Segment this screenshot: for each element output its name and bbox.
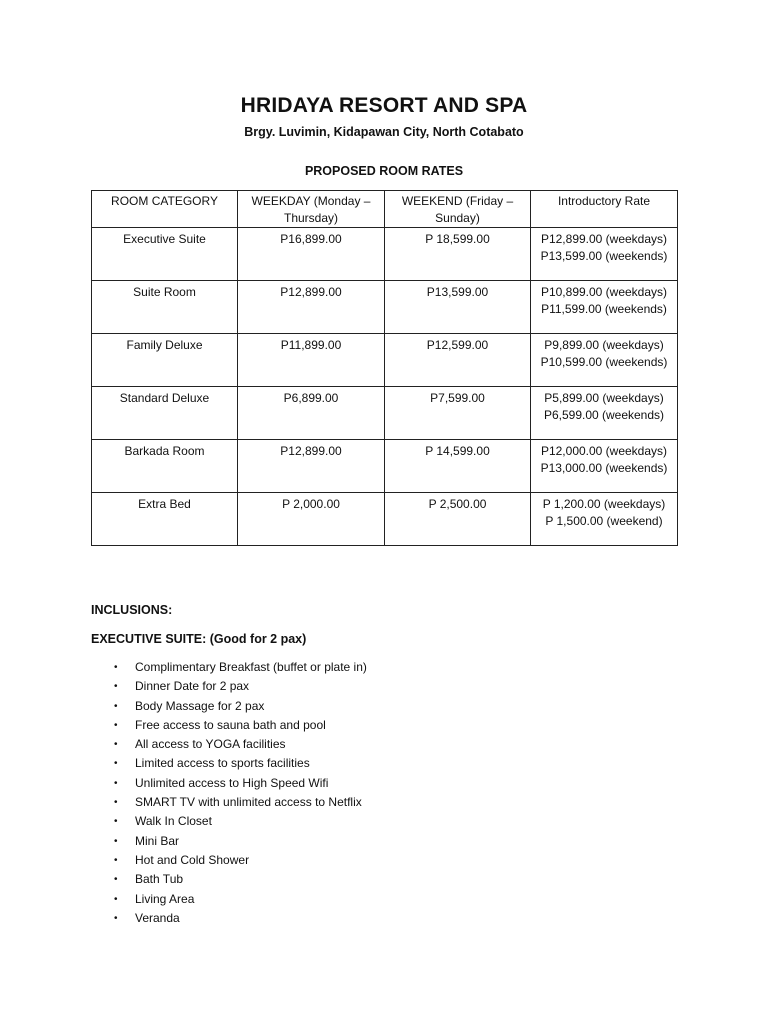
weekday-rate-cell: P 2,000.00	[238, 493, 385, 546]
bullet-icon: •	[114, 816, 118, 828]
table-row	[92, 387, 678, 440]
bullet-icon: •	[114, 739, 118, 751]
table-caption: PROPOSED ROOM RATES	[304, 164, 464, 178]
intro-rate-weekends: P 1,500.00 (weekend)	[545, 514, 663, 528]
inclusion-text: Limited access to sports facilities	[135, 756, 310, 771]
intro-rate-weekdays: P12,899.00 (weekdays)	[540, 232, 668, 246]
inclusion-text: All access to YOGA facilities	[135, 737, 286, 752]
inclusion-text: Complimentary Breakfast (buffet or plate in)	[135, 660, 367, 674]
list-item	[91, 774, 367, 793]
inclusions-heading: INCLUSIONS:	[91, 603, 173, 617]
column-header-introductory-rate: Introductory Rate	[531, 191, 678, 228]
bullet-icon: •	[114, 893, 118, 905]
list-item	[91, 832, 367, 851]
weekday-rate-cell: P12,899.00	[238, 281, 385, 334]
table-row	[92, 334, 678, 387]
weekend-rate-cell: P 18,599.00	[385, 228, 531, 281]
list-item	[91, 851, 367, 870]
inclusion-text: Veranda	[135, 910, 180, 925]
room-rates-table	[91, 190, 678, 546]
weekend-rate-cell: P 14,599.00	[385, 440, 531, 493]
list-item	[91, 658, 367, 677]
room-category-cell: Standard Deluxe	[92, 387, 238, 440]
list-item	[91, 890, 367, 909]
bullet-icon: •	[114, 912, 118, 924]
intro-rate-weekdays: P9,899.00 (weekdays)	[544, 338, 664, 352]
weekend-rate-cell: P13,599.00	[385, 281, 531, 334]
inclusion-text: Bath Tub	[135, 872, 184, 887]
weekend-rate-cell: P7,599.00	[385, 387, 531, 440]
bullet-icon: •	[114, 681, 118, 693]
inclusion-text: SMART TV with unlimited access to Netflix	[135, 795, 362, 810]
weekday-rate-cell: P6,899.00	[238, 387, 385, 440]
intro-rate-weekends: P10,599.00 (weekends)	[540, 355, 668, 369]
inclusion-text: Hot and Cold Shower	[135, 852, 250, 867]
table-row	[92, 228, 678, 281]
weekday-rate-cell: P16,899.00	[238, 228, 385, 281]
bullet-icon: •	[114, 874, 118, 886]
intro-rate-weekdays: P10,899.00 (weekdays)	[540, 285, 668, 299]
intro-rate-weekdays: P12,000.00 (weekdays)	[540, 444, 668, 458]
inclusion-text: Mini Bar	[135, 833, 180, 848]
bullet-icon: •	[114, 662, 118, 673]
list-item	[91, 812, 367, 831]
intro-rate-weekends: P11,599.00 (weekends)	[541, 302, 667, 316]
list-item	[91, 677, 367, 696]
inclusion-text: Free access to sauna bath and pool	[135, 717, 326, 732]
table-header-row	[92, 191, 678, 228]
bullet-icon: •	[114, 777, 118, 789]
inclusion-text: Body Massage for 2 pax	[135, 698, 265, 713]
bullet-icon: •	[114, 797, 118, 809]
room-category-cell: Family Deluxe	[92, 334, 238, 387]
intro-rate-weekends: P6,599.00 (weekends)	[543, 408, 665, 422]
weekend-rate-cell: P12,599.00	[385, 334, 531, 387]
weekday-rate-cell: P11,899.00	[238, 334, 385, 387]
introductory-rate-cell	[531, 281, 678, 334]
bullet-icon: •	[114, 854, 118, 866]
room-category-cell: Extra Bed	[92, 493, 238, 546]
column-header-weekend: WEEKEND (Friday – Sunday)	[385, 191, 531, 228]
column-header-weekday: WEEKDAY (Monday – Thursday)	[238, 191, 385, 228]
introductory-rate-cell	[531, 387, 678, 440]
weekend-rate-cell: P 2,500.00	[385, 493, 531, 546]
list-item	[91, 909, 367, 928]
intro-rate-weekends: P13,599.00 (weekends)	[540, 249, 668, 263]
inclusion-text: Unlimited access to High Speed Wifi	[135, 775, 329, 790]
bullet-icon: •	[114, 758, 118, 770]
intro-rate-weekends: P13,000.00 (weekends)	[540, 461, 668, 475]
room-category-cell: Executive Suite	[92, 228, 238, 281]
list-item	[91, 697, 367, 716]
inclusion-text: Dinner Date for 2 pax	[135, 679, 250, 694]
executive-suite-inclusions-list	[91, 658, 367, 928]
introductory-rate-cell	[531, 228, 678, 281]
room-category-cell: Barkada Room	[92, 440, 238, 493]
intro-rate-weekdays: P 1,200.00 (weekdays)	[542, 497, 666, 511]
inclusion-text: Living Area	[135, 891, 195, 906]
list-item	[91, 754, 367, 773]
table-row	[92, 493, 678, 546]
introductory-rate-cell	[531, 440, 678, 493]
introductory-rate-cell	[531, 334, 678, 387]
table-row	[92, 281, 678, 334]
table-row	[92, 440, 678, 493]
bullet-icon: •	[114, 719, 118, 731]
room-category-cell: Suite Room	[92, 281, 238, 334]
document-title: HRIDAYA RESORT AND SPA	[240, 94, 528, 117]
list-item	[91, 870, 367, 889]
column-header-room-category: ROOM CATEGORY	[92, 191, 238, 228]
list-item	[91, 735, 367, 754]
introductory-rate-cell	[531, 493, 678, 546]
bullet-icon: •	[114, 700, 118, 712]
weekday-rate-cell: P12,899.00	[238, 440, 385, 493]
list-item	[91, 793, 367, 812]
resort-address: Brgy. Luvimin, Kidapawan City, North Cotabato	[244, 125, 524, 139]
inclusion-text: Walk In Closet	[135, 814, 212, 829]
list-item	[91, 716, 367, 735]
executive-suite-heading: EXECUTIVE SUITE: (Good for 2 pax)	[91, 632, 307, 646]
bullet-icon: •	[114, 835, 118, 847]
intro-rate-weekdays: P5,899.00 (weekdays)	[544, 391, 664, 405]
